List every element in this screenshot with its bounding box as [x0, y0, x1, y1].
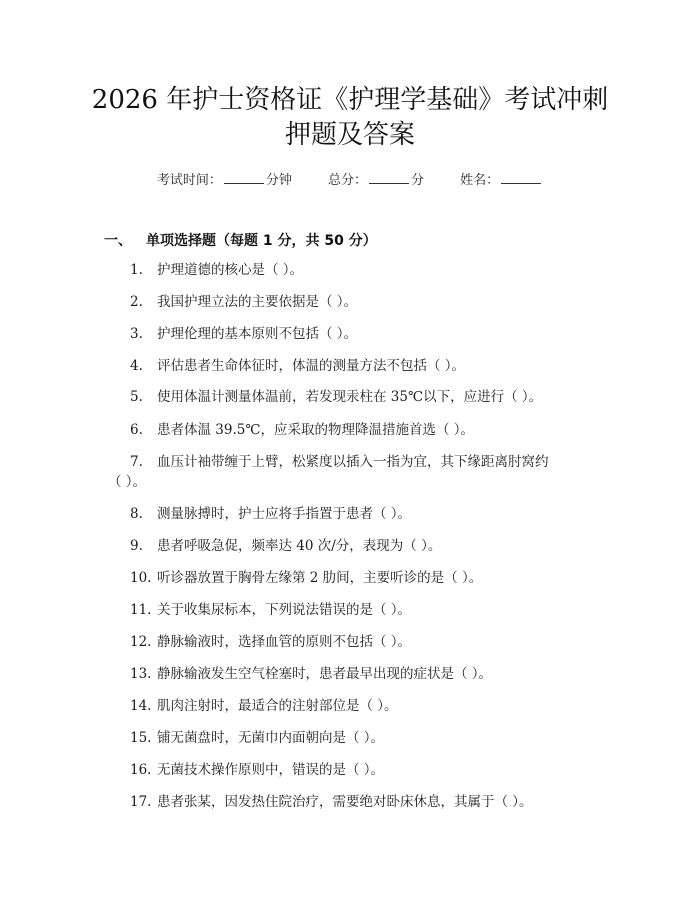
question-text: 无菌技术操作原则中，错误的是（ ）。: [157, 762, 385, 778]
question-item: [130, 601, 411, 619]
question-item: [130, 761, 384, 779]
question-text: 患者张某，因发热住院治疗，需要绝对卧床休息，其属于（ ）。: [157, 794, 533, 810]
section-title: 单项选择题（每题 1 分，共 50 分）: [146, 233, 377, 249]
question-number: 11.: [130, 602, 152, 618]
question-item: [130, 325, 357, 343]
question-text: 血压计袖带缠于上臂，松紧度以插入一指为宜，其下缘距离肘窝约: [157, 454, 549, 470]
question-number: 3.: [130, 326, 143, 342]
question-number: 5.: [130, 389, 143, 405]
question-text: 关于收集尿标本，下列说法错误的是（ ）。: [157, 602, 412, 618]
question-text: 静脉输液发生空气栓塞时，患者最早出现的症状是（ ）。: [157, 666, 493, 682]
question-text: 铺无菌盘时，无菌巾内面朝向是（ ）。: [157, 730, 385, 746]
question-number: 17.: [130, 794, 152, 810]
exam-time-field: [157, 173, 296, 188]
question-item: [130, 388, 542, 406]
question-item: [130, 537, 441, 555]
question-number: 10.: [130, 570, 152, 586]
question-text: 测量脉搏时，护士应将手指置于患者（ ）。: [157, 506, 412, 522]
question-number: 15.: [130, 730, 152, 746]
question-text: 评估患者生命体征时，体温的测量方法不包括（ ）。: [157, 358, 466, 374]
question-number: 6.: [130, 422, 143, 438]
question-text: 护理伦理的基本原则不包括（ ）。: [157, 326, 358, 342]
question-item: [130, 793, 533, 811]
total-score-blank: [369, 171, 409, 184]
exam-meta: [0, 169, 700, 188]
exam-time-blank: [224, 171, 264, 184]
name-blank: [501, 171, 541, 184]
question-number: 9.: [130, 538, 143, 554]
question-item: [130, 261, 303, 279]
question-text: 静脉输液时，选择血管的原则不包括（ ）。: [157, 634, 412, 650]
question-text: 使用体温计测量体温前，若发现汞柱在 35℃以下，应进行（ ）。: [157, 389, 543, 405]
exam-time-unit: 分钟: [265, 173, 292, 188]
question-number: 12.: [130, 634, 152, 650]
question-item: [130, 569, 482, 587]
question-item: [130, 729, 384, 747]
question-number: 13.: [130, 666, 152, 682]
total-score-label: 总分：: [327, 173, 367, 188]
exam-title-line1: 2026 年护士资格证《护理学基础》考试冲刺: [91, 85, 609, 115]
question-text: 患者呼吸急促，频率达 40 次/分，表现为（ ）。: [157, 538, 442, 554]
question-text: 我国护理立法的主要依据是（ ）。: [157, 294, 358, 310]
name-field: [460, 173, 543, 188]
question-item: [130, 505, 411, 523]
total-score-unit: 分: [411, 173, 425, 188]
question-text: 护理道德的核心是（ ）。: [157, 262, 304, 278]
question-text: 听诊器放置于胸骨左缘第 2 肋间，主要听诊的是（ ）。: [157, 570, 483, 586]
question-number: 1.: [130, 262, 143, 278]
question-item: [130, 453, 549, 471]
question-number: 14.: [130, 698, 152, 714]
total-score-field: [328, 173, 428, 188]
question-item: [130, 293, 357, 311]
question-number: 4.: [130, 358, 143, 374]
question-text: 患者体温 39.5℃，应采取的物理降温措施首选（ ）。: [157, 422, 474, 438]
exam-time-label: 考试时间：: [156, 173, 222, 188]
question-item: [130, 697, 398, 715]
question-number: 8.: [130, 506, 143, 522]
exam-title-line2: 押题及答案: [284, 120, 415, 150]
section-heading: [104, 230, 377, 250]
question-number: 2.: [130, 294, 143, 310]
question-item: [130, 633, 411, 651]
question-text: 肌肉注射时，最适合的注射部位是（ ）。: [157, 698, 398, 714]
section-number: 一、: [104, 233, 132, 249]
question-continuation: （ ）。: [108, 474, 147, 490]
question-number: 16.: [130, 762, 152, 778]
question-item: [130, 421, 474, 439]
name-label: 姓名：: [460, 173, 500, 188]
question-item: [130, 357, 465, 375]
question-item: [130, 665, 492, 683]
question-number: 7.: [130, 454, 143, 470]
